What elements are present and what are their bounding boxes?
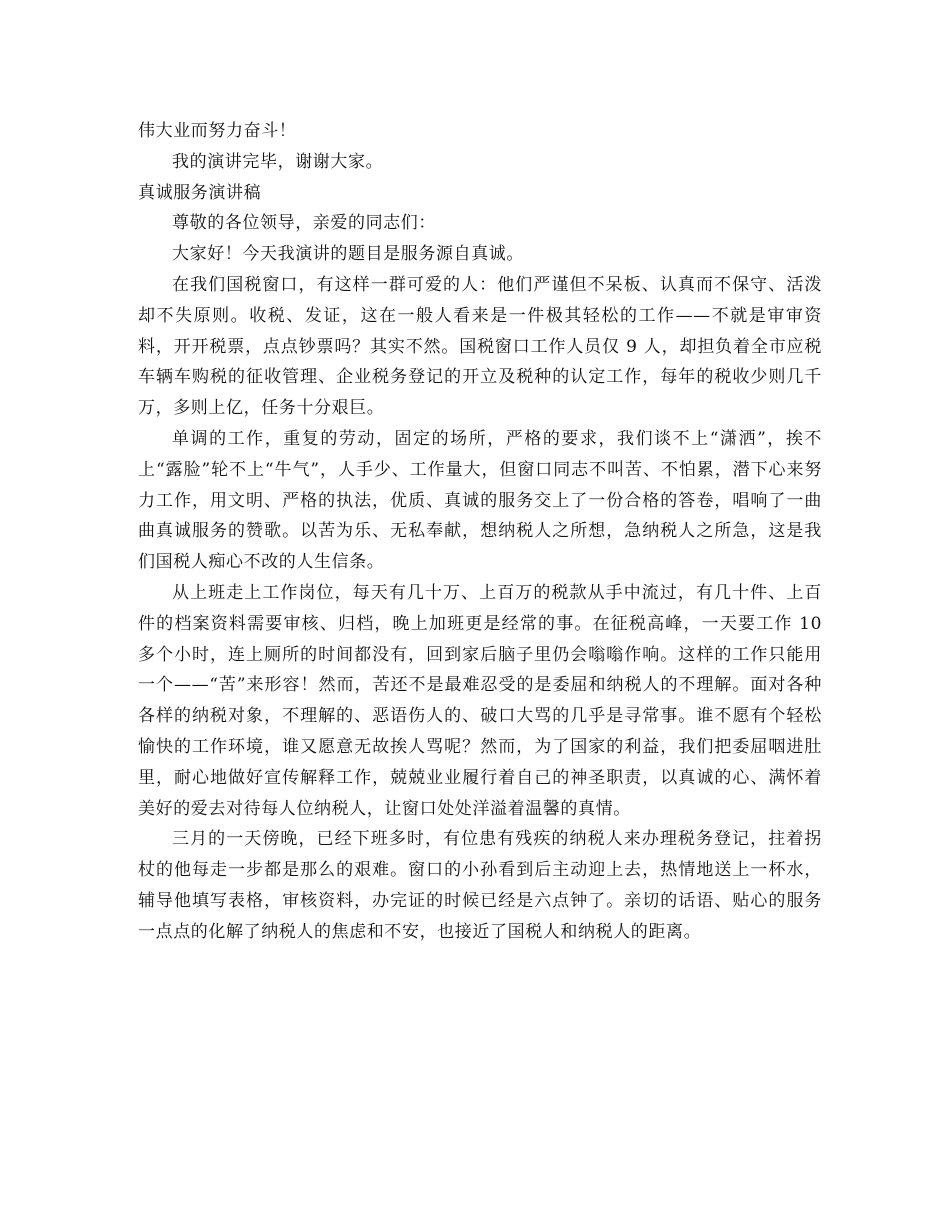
greeting: 大家好！今天我演讲的题目是服务源自真诚。 — [172, 244, 524, 265]
body-paragraph-2: 单调的工作，重复的劳动，固定的场所，严格的要求，我们谈不上“潇洒”，挨不上“露脸”轮不上“牛气”，人手少、工作量大，但窗口同志不叫苦、不怕累，潜下心来努力工作，用文明、严格的执法，优质、真诚的服务交上了一份合格的答卷，唱响了一曲曲真诚服务的赞歌。以苦为乐、无私奉献，想纳税人之所想，急纳税人之所急，这是我们国税人痴心不改的人生信条。 — [138, 428, 822, 573]
body-paragraph-3: 从上班走上工作岗位，每天有几十万、上百万的税款从手中流过，有几十件、上百件的档案资料需要审核、归档，晚上加班更是经常的事。在征税高峰，一天要工作 10 多个小时，连上厕所的时间都没有，回到家后脑子里仍会嗡嗡作响。这样的工作只能用一个——“苦”来形容！然而，苦还不是最难忍受的是委屈和纳税人的不理解。面对各种各样的纳税对象，不理解的、恶语伤人的、破口大骂的几乎是寻常事。谁不愿有个轻松愉快的工作环境，谁又愿意无故挨人骂呢？然而，为了国家的利益，我们把委屈咽进肚里，耐心地做好宣传解释工作，兢兢业业履行着自己的神圣职责，以真诚的心、满怀着美好的爱去对待每人位纳税人，让窗口处处洋溢着温馨的真情。 — [138, 582, 822, 819]
document-page — [138, 116, 822, 948]
document-title: 真诚服务演讲稿 — [138, 182, 262, 203]
salutation: 尊敬的各位领导，亲爱的同志们： — [172, 213, 436, 234]
closing-line: 我的演讲完毕，谢谢大家。 — [172, 151, 384, 172]
body-paragraph-4: 三月的一天傍晚，已经下班多时，有位患有残疾的纳税人来办理税务登记，拄着拐杖的他每走一步都是那么的艰难。窗口的小孙看到后主动迎上去，热情地送上一杯水，辅导他填写表格，审核资料，办完证的时候已经是六点钟了。亲切的话语、贴心的服务一点点的化解了纳税人的焦虑和不安，也接近了国税人和纳税人的距离。 — [138, 829, 822, 942]
body-paragraph-1: 在我们国税窗口，有这样一群可爱的人：他们严谨但不呆板、认真而不保守、活泼却不失原则。收税、发证，这在一般人看来是一件极其轻松的工作——不就是审审资料，开开税票，点点钞票吗？其实不然。国税窗口工作人员仅 9 人，却担负着全市应税车辆车购税的征收管理、企业税务登记的开立及税种的认定工作，每年的税收少则几千万，多则上亿，任务十分艰巨。 — [138, 274, 822, 419]
continuation-line: 伟大业而努力奋斗！ — [138, 121, 297, 141]
